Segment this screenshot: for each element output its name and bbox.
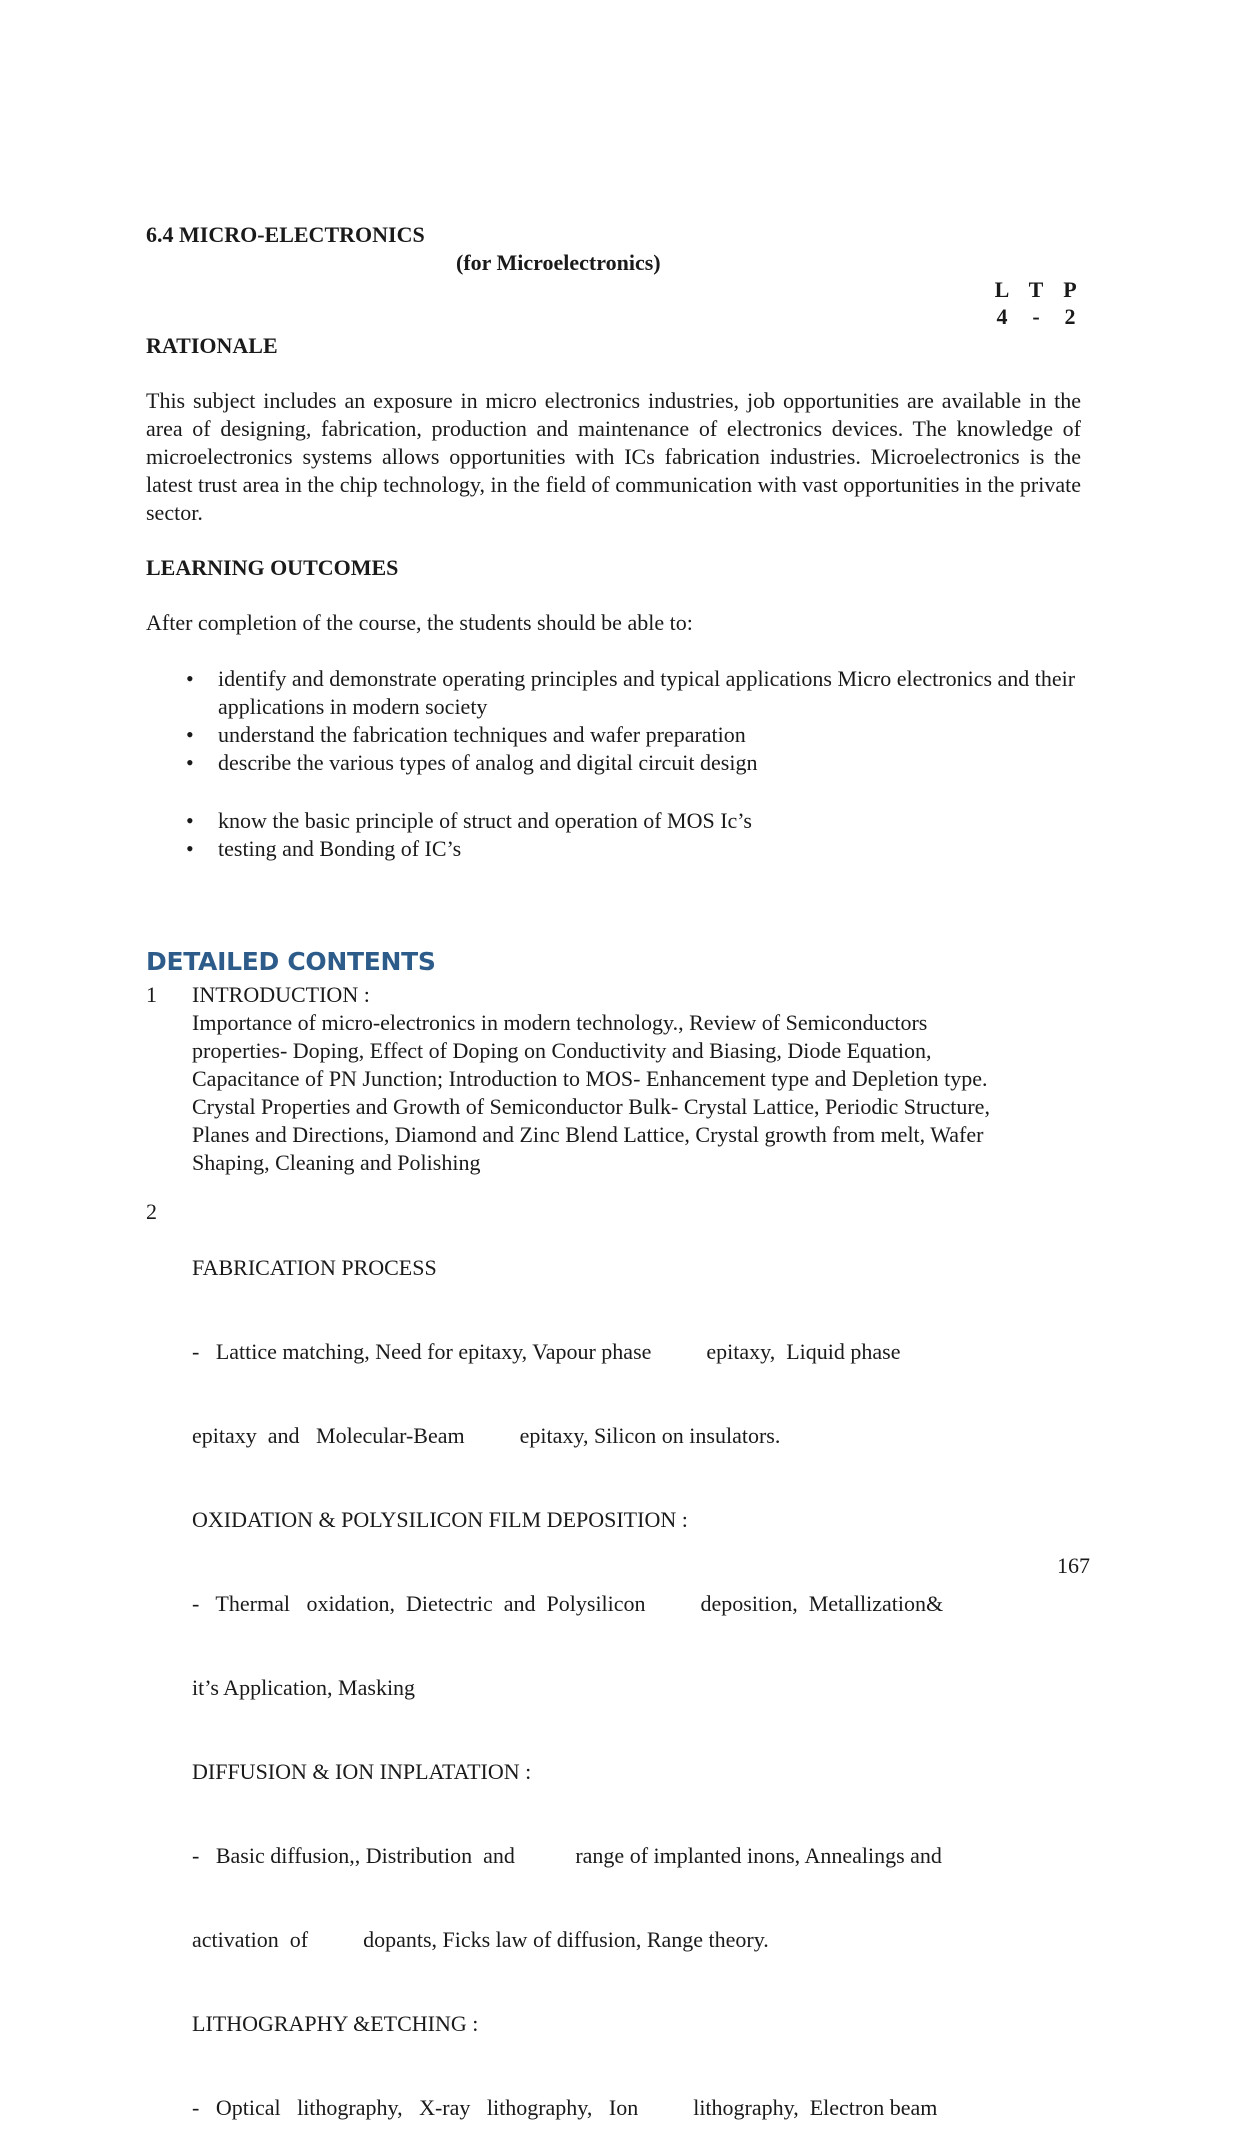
rationale-text: This subject includes an exposure in micro electronics industries, job opportunities are available in the area of designing, fabrication, production and maintenance of electronics devices. The knowledge of microelectronics systems allows opportunities with ICs fabrication industries. Microelectronics is the latest trust area in the chip technology, in the field of communication with vast opportunities in the private sector.	[146, 388, 1081, 525]
unit-title: INTRODUCTION :	[192, 982, 370, 1007]
list-item	[146, 665, 1086, 721]
bullet-icon: •	[186, 836, 194, 861]
unit-line: it’s Application, Masking	[192, 1675, 416, 1700]
detailed-contents-heading: DETAILED CONTENTS	[146, 947, 436, 976]
unit-line: - Basic diffusion,, Distribution and range of implanted inons, Annealings and	[192, 1843, 942, 1868]
list-item	[146, 807, 1086, 835]
unit-number: 1	[146, 982, 157, 1007]
learning-outcomes-intro: After completion of the course, the students should be able to:	[146, 610, 693, 635]
unit-line: DIFFUSION & ION INPLATATION :	[192, 1759, 532, 1784]
unit-line: epitaxy and Molecular-Beam epitaxy, Silicon on insulators.	[192, 1423, 781, 1448]
unit-line: activation of dopants, Ficks law of diffusion, Range theory.	[192, 1927, 769, 1952]
unit-line: properties- Doping, Effect of Doping on Conductivity and Biasing, Diode Equation,	[192, 1038, 932, 1063]
ltp-label-l: L	[994, 277, 1010, 302]
ltp-label-p: P	[1063, 277, 1077, 302]
outcome-text: describe the various types of analog and digital circuit design	[218, 750, 758, 775]
unit-line: - Optical lithography, X-ray lithography, Ion lithography, Electron beam	[192, 2095, 938, 2120]
list-item	[146, 749, 1086, 777]
unit-line: Planes and Directions, Diamond and Zinc Blend Lattice, Crystal growth from melt, Wafer	[192, 1122, 984, 1147]
unit-line: Capacitance of PN Junction; Introduction to MOS- Enhancement type and Depletion type.	[192, 1066, 988, 1091]
unit-line: Shaping, Cleaning and Polishing	[192, 1150, 481, 1175]
bullet-icon: •	[186, 750, 194, 775]
page-number: 167	[1057, 1553, 1090, 1578]
learning-outcomes-heading: LEARNING OUTCOMES	[146, 555, 399, 580]
outcome-text: understand the fabrication techniques and wafer preparation	[218, 722, 746, 747]
outcome-text: identify and demonstrate operating principles and typical applications Micro electronics and their applications in modern society	[218, 666, 1076, 719]
ltp-value-l: 4	[996, 304, 1008, 329]
outcome-text: know the basic principle of struct and operation of MOS Ic’s	[218, 808, 752, 833]
unit-line: OXIDATION & POLYSILICON FILM DEPOSITION :	[192, 1507, 688, 1532]
ltp-value-p: 2	[1064, 304, 1076, 329]
list-item	[146, 835, 1086, 863]
section-title: 6.4 MICRO-ELECTRONICS	[146, 222, 425, 247]
section-subtitle: (for Microelectronics)	[456, 250, 661, 275]
unit-line: - Thermal oxidation, Dietectric and Polysilicon deposition, Metallization&	[192, 1591, 944, 1616]
unit-title: FABRICATION PROCESS	[192, 1255, 437, 1280]
unit-line: Crystal Properties and Growth of Semiconductor Bulk- Crystal Lattice, Periodic Structure,	[192, 1094, 990, 1119]
unit-1-content	[192, 981, 1072, 1177]
ltp-value-t: -	[1032, 304, 1040, 329]
ltp-label-t: T	[1028, 277, 1044, 302]
ltp-values	[990, 303, 1082, 331]
rationale-heading: RATIONALE	[146, 333, 278, 358]
unit-2-content	[192, 1198, 1072, 2150]
bullet-icon: •	[186, 666, 194, 691]
bullet-icon: •	[186, 808, 194, 833]
ltp-labels	[990, 276, 1082, 304]
unit-line: Importance of micro-electronics in modern technology., Review of Semiconductors	[192, 1010, 928, 1035]
unit-number: 2	[146, 1199, 157, 1224]
unit-line: - Lattice matching, Need for epitaxy, Vapour phase epitaxy, Liquid phase	[192, 1339, 901, 1364]
learning-outcomes-list	[146, 665, 1086, 863]
unit-line: LITHOGRAPHY &ETCHING :	[192, 2011, 479, 2036]
outcome-text: testing and Bonding of IC’s	[218, 836, 462, 861]
bullet-icon: •	[186, 722, 194, 747]
list-item	[146, 721, 1086, 749]
